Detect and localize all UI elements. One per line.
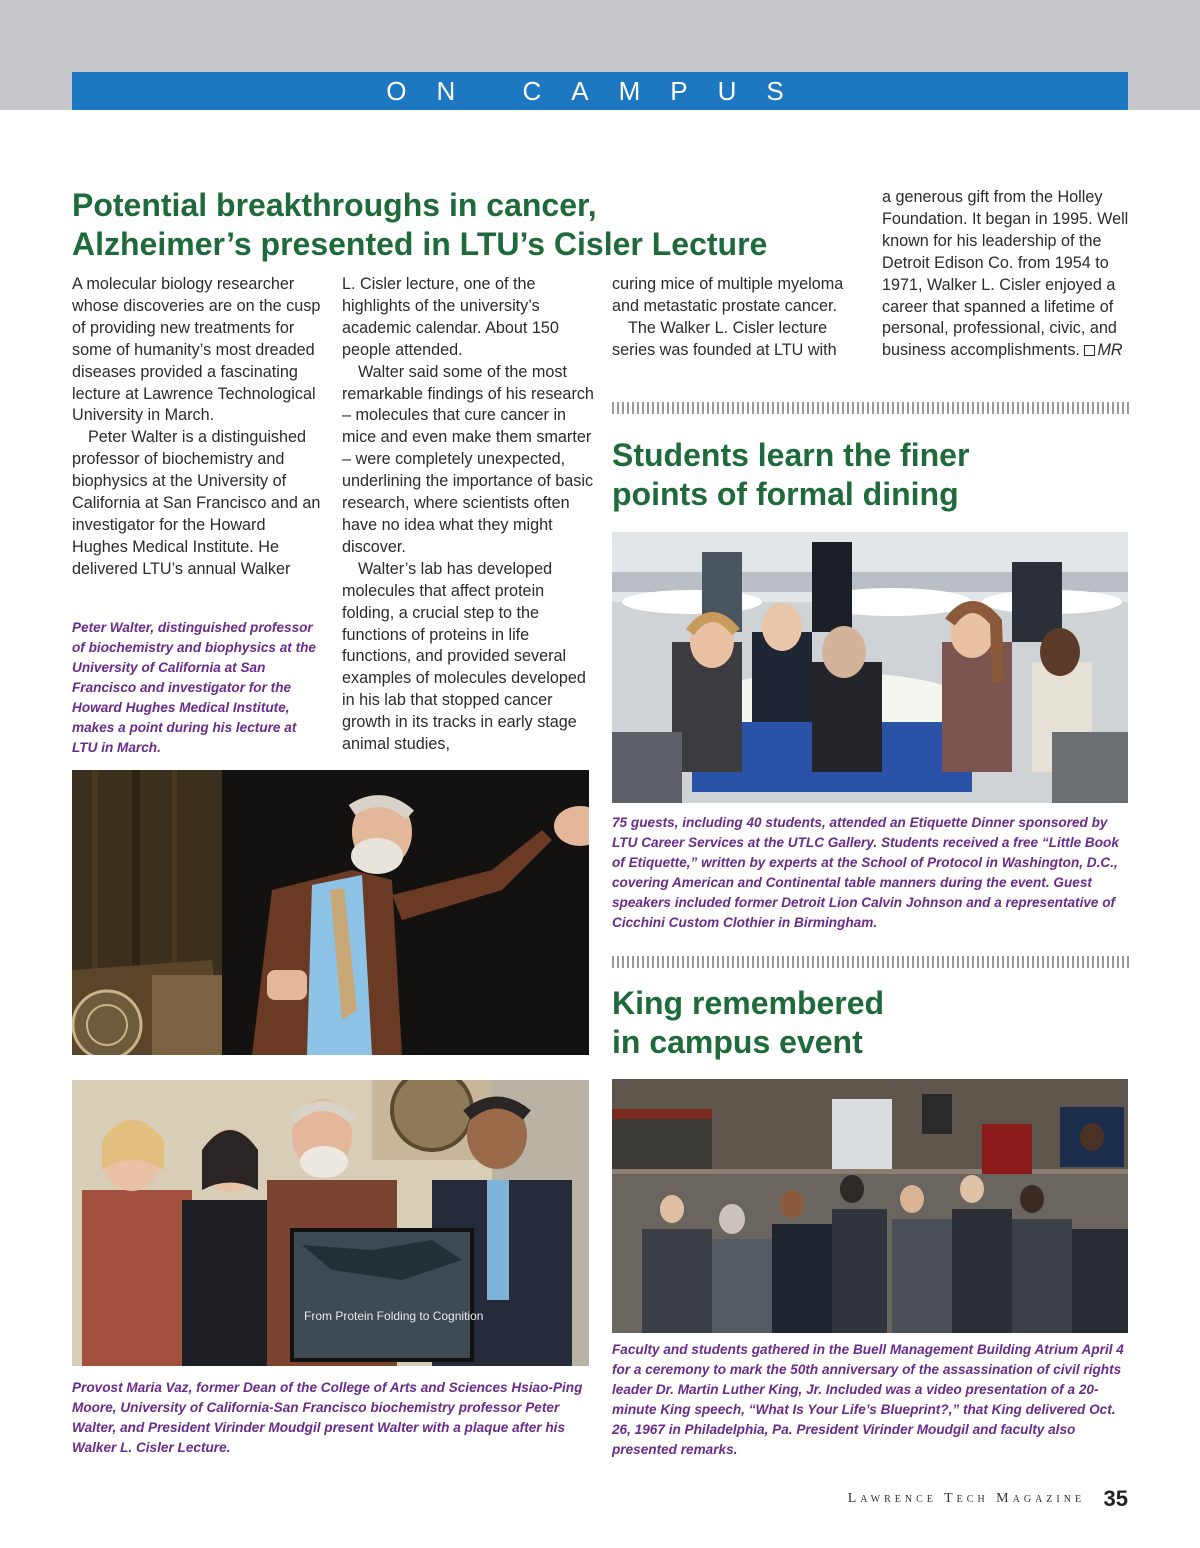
- section-divider: [612, 956, 1130, 968]
- photo-plaque-presentation: [72, 1080, 589, 1366]
- cisler-headline: [72, 186, 852, 264]
- caption-etiquette-dinner: 75 guests, including 40 students, attended an Etiquette Dinner sponsored by LTU Career Services at the UTLC Gallery. Students received a free “Little Book of Etiquette,” written by experts at the School of Protocol in Washington, D.C., covering American and Continental table manners during the event. Guest speakers included former Detroit Lion Calvin Johnson and a representative of Cicchini Custom Clothier in Birmingham.: [612, 815, 1119, 930]
- dining-headline: [612, 436, 1132, 514]
- paragraph: curing mice of multiple myeloma and metastatic prostate cancer.: [612, 275, 844, 315]
- section-header: [72, 72, 1128, 110]
- paragraph: A molecular biology researcher whose discoveries are on the cusp of providing new treatments for some of humanity’s most dreaded diseases provided a fascinating lecture at Lawrence Technological University in March.: [72, 275, 321, 425]
- page-footer: [700, 1486, 1128, 1512]
- paragraph-text: a generous gift from the Holley Foundation. It began in 1995. Well known for his leadership of the Detroit Edison Co. from 1954 to 1971, Walker L. Cisler enjoyed a career that spanned a lifetime of personal, professional, civic, and business accomplishments.: [882, 188, 1129, 360]
- caption-walter-lecture: Peter Walter, distinguished professor of biochemistry and biophysics at the University of California at San Francisco and investigator for the Howard Hughes Medical Institute, makes a point during his lecture at LTU in March.: [72, 620, 316, 755]
- page-number: 35: [1103, 1486, 1128, 1511]
- paragraph: [882, 187, 1130, 362]
- cisler-column-4: [882, 187, 1130, 362]
- caption-king-event: Faculty and students gathered in the Buell Management Building Atrium April 4 for a ceremony to mark the 50th anniversary of the assassination of civil rights leader Dr. Martin Luther King, Jr. Included was a video presentation of a 20-minute King speech, “What Is Your Life’s Blueprint?,” that King delivered Oct. 26, 1967 in Philadelphia, Pa. President Virinder Moudgil and faculty also presented remarks.: [612, 1342, 1124, 1457]
- photo-walter-lecture: [72, 770, 589, 1055]
- paragraph: L. Cisler lecture, one of the highlights of the university’s academic calendar. About 150 people attended.: [342, 275, 559, 359]
- author-signature: MR: [1097, 341, 1123, 360]
- cisler-column-1: [72, 274, 324, 581]
- magazine-name: Lawrence Tech Magazine: [847, 1491, 1086, 1506]
- section-divider: [612, 402, 1130, 414]
- king-headline-line2: in campus event: [612, 1024, 863, 1060]
- paragraph: Walter’s lab has developed molecules that affect protein folding, a crucial step to the functions of proteins in life functions, and provided several examples of molecules developed in his lab that stopped cancer growth in its tracks in early stage animal studies,: [342, 559, 586, 754]
- cisler-headline-line1: Potential breakthroughs in cancer,: [72, 187, 597, 223]
- paragraph: Walter said some of the most remarkable findings of his research – molecules that cure cancer in mice and even make them smarter – were completely unexpected, underlining the importance of basic research, where scientists often have no idea what they might discover.: [342, 362, 594, 556]
- cisler-headline-line2: Alzheimer’s presented in LTU’s Cisler Lecture: [72, 226, 768, 262]
- end-mark-icon: [1084, 345, 1095, 356]
- cisler-column-3: [612, 274, 862, 362]
- dining-headline-line2: points of formal dining: [612, 476, 959, 512]
- plaque-text: From Protein Folding to Cognition: [304, 1309, 484, 1323]
- cisler-column-2: [342, 274, 594, 756]
- photo-king-event: [612, 1079, 1128, 1333]
- king-headline: [612, 984, 1132, 1062]
- caption-plaque-presentation: Provost Maria Vaz, former Dean of the College of Arts and Sciences Hsiao-Ping Moore, University of California-San Francisco biochemistry professor Peter Walter, and President Virinder Moudgil present Walter with a plaque after his Walker L. Cisler Lecture.: [72, 1380, 583, 1455]
- dining-headline-line1: Students learn the finer: [612, 437, 970, 473]
- paragraph: The Walker L. Cisler lecture series was founded at LTU with: [612, 318, 837, 359]
- king-headline-line1: King remembered: [612, 985, 885, 1021]
- section-title: ON CAMPUS: [386, 76, 814, 106]
- photo-etiquette-dinner: [612, 532, 1128, 803]
- paragraph: Peter Walter is a distinguished professor of biochemistry and biophysics at the University of California at San Francisco and an investigator for the Howard Hughes Medical Institute. He delivered LTU’s annual Walker: [72, 428, 321, 578]
